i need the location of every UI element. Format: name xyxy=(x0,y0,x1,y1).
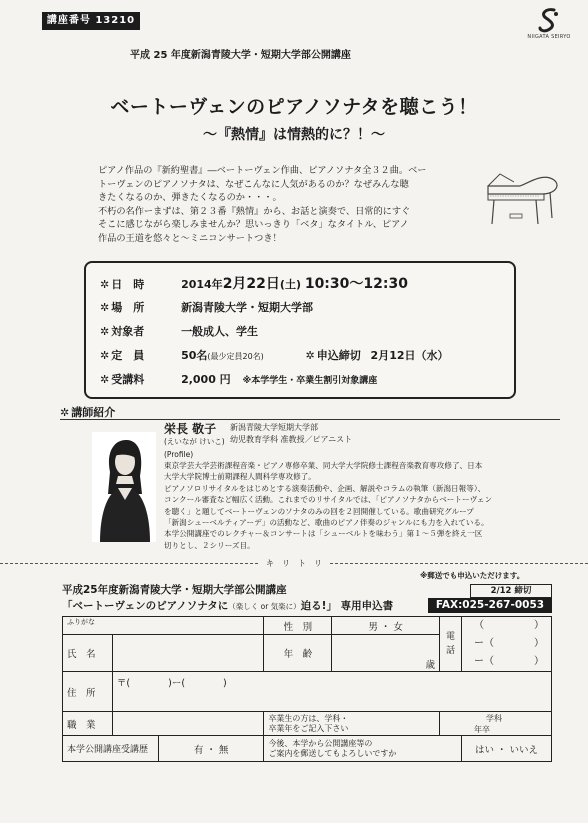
phone-field[interactable] xyxy=(461,617,551,672)
lecturer-heading-text: 講師紹介 xyxy=(71,406,116,419)
zip-field: 〒( )ー( ) xyxy=(116,678,227,689)
graduate-note-line: 卒業年をご記入下さい xyxy=(268,723,349,733)
grand-piano-icon xyxy=(480,172,566,232)
date-year: 2014年 xyxy=(181,278,223,291)
future-question-line: 今後、本学から公開講座等の xyxy=(268,738,373,748)
info-fee-row xyxy=(100,371,377,387)
fee-label: 受講料 xyxy=(111,373,145,386)
application-form xyxy=(62,616,552,762)
fee-note: ※本学学生・卒業生割引対象講座 xyxy=(242,376,378,386)
history-options[interactable]: 有 ・ 無 xyxy=(158,736,264,762)
intro-line: 不朽の名作ーまずは、第２３番『熱情』から、お話と演奏で、日常的にすぐ xyxy=(98,205,411,217)
profile-label: (Profile) xyxy=(164,450,194,459)
job-field[interactable] xyxy=(112,712,264,736)
page-title: ベートーヴェンのピアノソナタを聴こう！ xyxy=(110,96,478,118)
future-question-line: ご案内を郵送してもよろしいですか xyxy=(268,748,397,758)
job-label: 職 業 xyxy=(63,712,113,736)
lecturer-portrait-icon xyxy=(92,432,156,542)
lecturer-name-kana: (えいなが けいこ) xyxy=(164,437,225,446)
date-time: 10:30～12:30 xyxy=(304,276,408,292)
future-mail-question xyxy=(264,736,462,762)
event-info-box xyxy=(84,261,516,399)
profile-line: ピアノソロリサイタルをはじめとする演奏活動や、企画、解説やコラムの執筆（新潟日報等）、 xyxy=(164,483,486,493)
deadline-value: 2月12日（水） xyxy=(370,349,449,362)
info-place-row xyxy=(100,299,313,315)
name-label: 氏 名 xyxy=(63,635,113,672)
piano-illustration xyxy=(480,172,566,236)
history-label: 本学公開講座受講歴 xyxy=(63,736,159,762)
phone-line: （ ） xyxy=(473,620,544,631)
phone-line: ー（ ） xyxy=(473,638,544,649)
fee-value: 2,000 円 xyxy=(181,373,231,386)
capacity-value: 50名 xyxy=(181,349,208,362)
profile-line: 大学大学院博士前期課程人間科学専攻修了。 xyxy=(164,472,316,482)
info-date-row xyxy=(100,273,408,293)
graduate-note-line: 卒業生の方は、学科・ xyxy=(268,713,349,723)
intro-line: トーヴェンのピアノソナタは、なぜこんなに人気があるのか？なぜみんな聴 xyxy=(98,178,409,190)
star-icon: ✲ xyxy=(100,373,110,386)
star-icon: ✲ xyxy=(305,349,315,362)
cut-label: キ リ ト リ xyxy=(0,558,588,569)
form-title-part: 迫る!」 専用申込書 xyxy=(300,600,394,612)
lecturer-name: 栄長 敬子 xyxy=(164,422,217,436)
deadline-badge: 2/12 締切 xyxy=(470,584,552,598)
star-icon: ✲ xyxy=(100,349,110,362)
logo-mark-icon xyxy=(536,6,562,34)
form-title-part: （楽しく or 気楽に） xyxy=(228,602,301,611)
date-label: 日 時 xyxy=(111,278,145,291)
year-unit: 年卒 xyxy=(473,725,490,734)
logo-text: NIIGATA SEIRYO xyxy=(527,34,571,40)
furigana-field[interactable] xyxy=(63,617,264,635)
star-icon: ✲ xyxy=(60,406,70,419)
place-label: 場 所 xyxy=(111,301,145,314)
date-month-day: 2月22日 xyxy=(222,276,280,292)
place-value: 新潟青陵大学・短期大学部 xyxy=(181,301,314,314)
form-title-line1: 平成25年度新潟青陵大学・短期大学部公開講座 xyxy=(62,584,287,596)
phone-label-text: 電 話 xyxy=(445,632,464,656)
phone-line: ー（ ） xyxy=(473,656,544,667)
phone-label xyxy=(439,617,464,672)
age-unit: 歳 xyxy=(425,660,435,671)
profile-line: 本学公開講座でのレクチャー＆コンサートは「シューベルトを味わう」第１～５弾を終え一区 xyxy=(164,529,483,539)
profile-line: を聴く」と題してベートーヴェンのソナタのみの回を２回開催している。歌曲研究グループ xyxy=(164,506,474,516)
page-subtitle: ～『熱情』は情熱的に？！～ xyxy=(203,127,385,143)
lecturer-divider xyxy=(60,419,560,420)
profile-line: 「新潟シューベルティアーデ」の活動など、歌曲のピアノ伴奏のジャンルにも力を入れている。 xyxy=(164,518,489,528)
target-value: 一般成人、学生 xyxy=(181,325,259,338)
address-label: 住 所 xyxy=(63,672,113,712)
profile-line: 東京学芸大学芸術課程音楽・ピアノ専修卒業、同大学大学院修士課程音楽教育専攻修了、日本 xyxy=(164,461,483,470)
graduate-note xyxy=(264,712,440,736)
course-number-badge: 講座番号 13210 xyxy=(42,12,140,30)
mail-accepted-note: ※郵送でも申込いただけます。 xyxy=(420,571,525,580)
profile-line: 切りとし、２シリーズ目。 xyxy=(164,540,255,550)
lecturer-affiliation xyxy=(230,422,352,446)
capacity-note: (最少定員20名) xyxy=(207,352,264,361)
form-title-part: 「ベートーヴェンのピアノソナタに xyxy=(62,600,229,612)
form-title-line2 xyxy=(62,598,393,613)
date-weekday: (土) xyxy=(279,278,301,291)
capacity-label: 定 員 xyxy=(111,349,145,362)
intro-text xyxy=(98,164,468,245)
organizer-header: 平成 25 年度新潟青陵大学・短期大学部公開講座 xyxy=(130,50,351,61)
age-field[interactable] xyxy=(332,635,440,672)
star-icon: ✲ xyxy=(100,301,110,314)
future-mail-options[interactable]: はい ・ いいえ xyxy=(461,736,551,762)
lecturer-heading xyxy=(60,404,115,420)
university-logo xyxy=(524,6,574,40)
profile-line: コンクール審査など幅広く活動。これまでのリサイタルでは、「ピアノソナタからベートーヴェン xyxy=(164,495,493,505)
lecturer-photo xyxy=(92,432,156,542)
intro-line: きたくなるのか、弾きたくなるのか・・・。 xyxy=(98,192,282,203)
gender-options[interactable]: 男 ・ 女 xyxy=(332,617,440,635)
star-icon: ✲ xyxy=(100,278,110,291)
name-field[interactable] xyxy=(112,635,264,672)
info-target-row xyxy=(100,323,258,339)
info-capacity-row xyxy=(100,347,449,363)
star-icon: ✲ xyxy=(100,325,110,338)
affiliation-line: 幼児教育学科 准教授／ピアニスト xyxy=(230,435,353,444)
intro-line: そこに感じながら楽しみませんか？思いっきり「ベタ」なタイトル、ピアノ xyxy=(98,219,409,230)
graduate-field[interactable] xyxy=(439,712,551,736)
affiliation-line: 新潟青陵大学短期大学部 xyxy=(230,423,318,432)
address-field[interactable] xyxy=(112,672,551,712)
age-label: 年 齢 xyxy=(264,635,332,672)
intro-line: 作品の王道を悠々と～ミニコンサートつき！ xyxy=(98,232,282,244)
fax-number: FAX:025-267-0053 xyxy=(428,598,552,613)
deadline-label: 申込締切 xyxy=(316,349,361,362)
target-label: 対象者 xyxy=(111,325,145,338)
intro-line: ピアノ作品の『新約聖書』―ベートーヴェン作曲、ピアノソナタ全３２曲。ベー xyxy=(98,165,427,176)
furigana-label: ふりがな xyxy=(67,618,95,626)
gender-label: 性 別 xyxy=(264,617,332,635)
dept-unit: 学科 xyxy=(485,714,502,723)
lecturer-profile xyxy=(164,460,560,551)
